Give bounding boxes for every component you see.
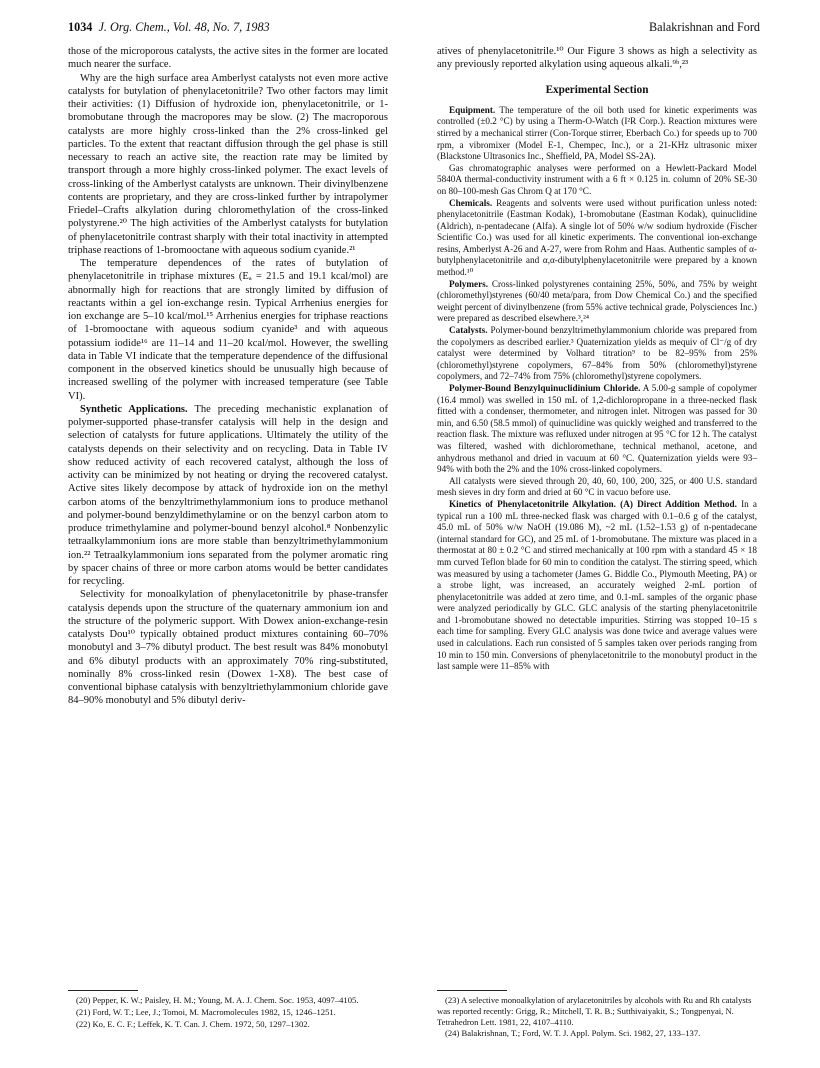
runin-heading: Synthetic Applications. [80,403,188,415]
paragraph [437,198,757,279]
journal-name: J. Org. Chem., [98,20,170,34]
paragraph: Gas chromatographic analyses were performed on a Hewlett-Packard Model 5840A thermal-conductivity instrument with a 6 ft × 0.125 in. column of 20% SE-30 on 80–100-mesh Gas Chrom Q at 170 °C. [437,162,757,196]
footnote-rule [68,990,138,991]
footnotes-right [437,990,757,1040]
paragraph-body: Cross-linked polystyrenes containing 25%, 50%, and 75% by weight (chloromethyl)styrenes (60/40 meta/para, from Dow Chemical Co.) and the specified weight percent of divinylbenzene (from 55% active technical grade, Polysciences Inc.) were prepared as described elsewhere.³,²⁴ [437,278,757,324]
paragraph: those of the microporous catalysts, the active sites in the former are located much nearer the surface. [68,46,388,71]
paragraph-body: The temperature of the oil both used for kinetic experiments was controlled (±0.2 °C) by using a Therm-O-Watch (I²R Corp.). Reaction mixtures were stirred by a mechanical stirrer (Con-Torque stirrer, Eberbach Co.) for speeds up to 700 rpm, a vibromixer (Model E-1, Chempec, Inc.), or a 21-KHz ultrasonic mixer (Blackstone Ultrasonics Inc., Sheffield, PA, Model SS-2A). [437,104,757,162]
paragraph [68,403,388,589]
runin-heading: Kinetics of Phenylacetonitrile Alkylation. (A) Direct Addition Method. [449,498,737,509]
header-left [68,20,270,35]
experimental-text [437,105,757,673]
paragraph [437,325,757,383]
footnote: (22) Ko, E. C. F.; Leffek, K. T. Can. J. Chem. 1972, 50, 1297–1302. [76,1018,310,1029]
section-title: Experimental Section [545,83,649,96]
footnote: (23) A selective monoalkylation of arylacetonitriles by alcohols with Ru and Rh catalysts was reported recently: Grigg, R.; Mitchell, T. R. B.; Sutthivaiyakit, S.; Tongpenyai, N. Tetrahedron Lett. 1981, 22, 4107–4110. [437,995,752,1027]
paragraph-body: A 5.00-g sample of copolymer (16.4 mmol) was swelled in 150 mL of 1,2-dichloropropane in a three-necked flask fitted with a condenser, thermometer, and nitrogen inlet. Nitrogen was passed for 30 min, and 6.50 (58.5 mmol) of quinuclidine was quickly weighed and transferred to the reaction flask. The mixture was refluxed under nitrogen at 95 °C for 12 h. The catalyst was filtered, washed with dichloromethane, technical methanol, acetone, and anhydrous methanol and dried in vacuum at 60 °C. Quaternization yields were 93–94% with both the 2% and the 10% cross-linked copolymers. [437,383,757,475]
footnote-rule [437,990,507,991]
paragraph-body: Polymer-bound benzyltrimethylammonium chloride was prepared from the copolymers as described earlier.³ Quaternization yields as mequiv of Cl⁻/g of dry catalyst were determined by Volhard titration⁹ to be 82–95% from 25% (chloromethyl)styrene copolymers, 67–84% from 50% (chloromethyl)styrene copolymers, and 72–74% from 75% (chloromethyl)styrene copolymers. [437,325,757,382]
paragraph: The temperature dependences of the rates of butylation of phenylacetonitrile in triphase mixtures (Eₐ = 21.5 and 19.1 kcal/mol) are abnormally high for reactions that are strongly limited by diffusion of reactants within a gel ion-exchange resin. Typical Arrhenius energies for ion exchange are 5–10 kcal/mol.¹⁵ Arrhenius energies for triphase reactions of 1-bromooctane with aqueous sodium cyanide³ and with aqueous potassium iodide¹⁶ are 11–14 and 11–20 kcal/mol. However, the swelling data in Table VI indicate that the temperature dependence of the diffusional component in the observed kinetics should be unusually high because of increased swelling of the polymer with increased temperature (see Table VI). [68,258,388,402]
runin-heading: Polymers. [449,278,489,289]
paragraph [437,383,757,476]
runin-heading: Equipment. [449,104,496,115]
paragraph [437,499,757,673]
runin-heading: Polymer-Bound Benzylquinuclidinium Chloride. [449,383,641,393]
page-number: 1034 [68,20,93,34]
footnote: (20) Pepper, K. W.; Paisley, H. M.; Young, M. A. J. Chem. Soc. 1953, 4097–4105. [76,995,359,1005]
paragraph [437,105,757,163]
paragraph-body: In a typical run a 100 mL three-necked flask was charged with 0.1–0.6 g of the catalyst, 45.0 mL of 50% w/w NaOH (19.086 M), ~2 mL (1.52–1.53 g) of n-pentadecane (internal standard for GC), and 25 mL of 1-bromobutane. The mixture was placed in a thermostat at 80 ± 0.2 °C and stirred mechanically at 100 rpm with a standard 45 × 18 mm curved Teflon blade for 60 min to condition the catalyst. The stirring speed, which was measured by using a tachometer (James G. Biddle Co., Plymouth Meeting, PA) or a strobe light, was increased, an accurately weighed 2-mL portion of phenylacetonitrile was added at zero time, and 0.1-mL samples of the organic phase were analyzed periodically by GLC. GLC analysis of the starting phenylacetonitrile and 1-bromobutane showed no detectable impurities. Stirring was stopped 10–15 s each time for sampling. Every GLC analysis was done twice and average values were used in calculations. Each run consisted of 5 samples taken over periods ranging from 10 min to 150 min. Conversions of phenylacetonitrile to the monobutyl product in the last sample were 11–85% with [437,498,757,672]
footnote: (21) Ford, W. T.; Lee, J.; Tomoi, M. Macromolecules 1982, 15, 1246–1251. [76,1006,336,1017]
running-header [68,20,760,38]
paragraph: Selectivity for monoalkylation of phenylacetonitrile by phase-transfer catalysis depends upon the structure of the quaternary ammonium ion and the structure of the polymeric support. With Dowex anion-exchange-resin catalysts Dou¹⁰ typically obtained product mixtures containing 60–70% monobutyl and 3–7% dibutyl product. The best result was 84% monobutyl and 6% dibutyl products with an approximately 70% ring-substituted, nominally 8% cross-linked resin (Dowex 1-X8). The best case of conventional biphase catalysis with benzyltriethylammonium chloride gave 84–90% monobutyl and 5% dibutyl deriv- [68,589,388,707]
journal-volume: Vol. 48, No. 7, 1983 [172,20,270,34]
paragraph: Why are the high surface area Amberlyst catalysts not even more active catalysts for butylation of phenylacetonitrile? Two other factors may limit their activities: (1) Diffusion of hydroxide ion, phenylacetonitrile, or 1-bromobutane through the macropores may be slow. (2) The macroporous catalysts are more highly cross-linked than the 2% cross-linked gel particles. To the extent that reactant diffusion through the gel phase is still necessary to reach an active site, the reaction rate may be limited by transport through a more highly cross-linked polymer. The exact levels of cross-linking of the Amberlyst catalysts are unknown. Their divinylbenzene contents are proprietary, and they are cross-linked further by intrapolymer Friedel–Crafts alkylation during chloromethylation of the cross-linked polystyrene.²⁰ The high activities of the Amberlyst catalysts for butylation of phenylacetonitrile contrast sharply with their total inactivity in attempted triphase reactions of 1-bromooctane with aqueous sodium cyanide.²¹ [68,72,388,256]
runin-heading: Chemicals. [449,197,493,208]
paragraph-body: The preceding mechanistic explanation of polymer-supported phase-transfer catalysis will help in the design and selection of catalysts for future applications. Ultimately the utility of the catalysts depends on their selectivity and on recycling. Data in Table IV show reduced activity of each recovered catalyst, although the loss of activity can be minimized by not heating or drying the recovered catalyst. Active sites likely decompose by attack of hydroxide ion on the methyl carbon atoms of the benzyltrimethylammonium ions to produce methanol and polymer-bound benzyldimethylamine or on the benzyl carbon atom to produce trimethylamine and polymer-bound benzyl alcohol.⁸ Nonbenzylic tetraalkylammonium ions are more stable than benzyltrimethylammonium ion.²² Tetraalkylammonium ions separated from the polymer aromatic ring by spacer chains of three or more carbon atoms would be better candidates for recycling. [68,403,388,587]
footnote: (24) Balakrishnan, T.; Ford, W. T. J. Appl. Polym. Sci. 1982, 27, 133–137. [445,1028,701,1039]
paragraph [437,279,757,325]
header-authors: Balakrishnan and Ford [648,20,760,34]
paragraph: All catalysts were sieved through 20, 40, 60, 100, 200, 325, or 400 U.S. standard mesh sieves in dry form and dried at 60 °C in vacuo before use. [437,475,757,498]
left-column [68,45,388,708]
footnotes-left [68,990,388,1030]
paragraph: atives of phenylacetonitrile.¹⁰ Our Figure 3 shows as high a selectivity as any previously reported alkylation using aqueous alkali.⁹ᵇ,²³ [437,46,757,71]
runin-heading: Catalysts. [449,325,488,336]
right-column [437,45,757,673]
paragraph-body: Reagents and solvents were used without purification unless noted: phenylacetonitrile (Eastman Kodak), 1-bromobutane (Eastman Kodak), quinuclidine (Aldrich), n-pentadecane (Alfa). A single lot of 50% w/w sodium hydroxide (Fischer Scientific Co.) was used for all kinetic experiments. The conventional ion-exchange resins, Amberlyst A-26 and A-27, were from Rohm and Haas. Authentic samples of α-butylphenylacetonitrile and α,α-dibutylphenylacetonitrile were prepared by a known method.¹⁰ [437,197,757,278]
